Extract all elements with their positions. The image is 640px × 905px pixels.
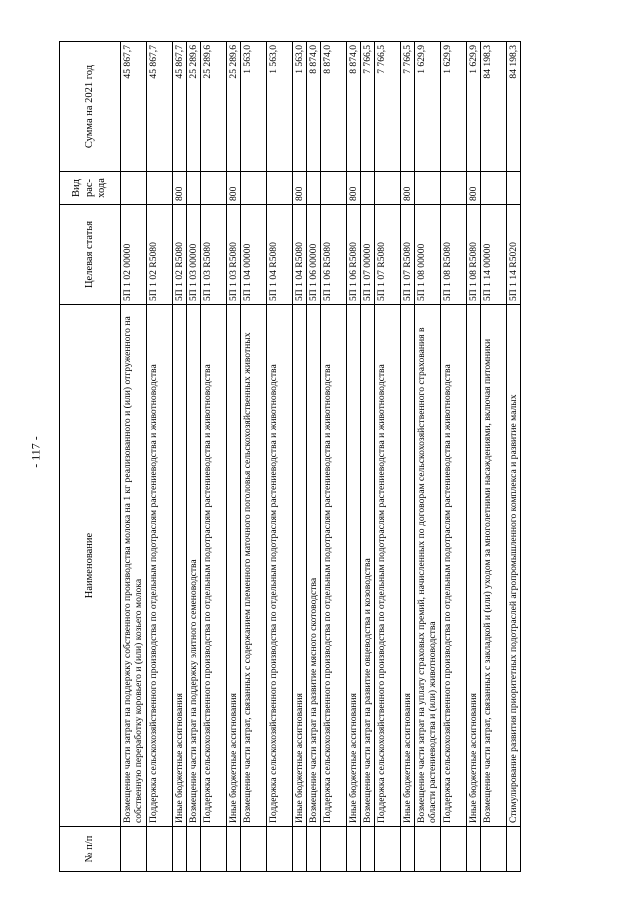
table-row	[187, 42, 201, 872]
cell-name: Иные бюджетные ассигнования	[401, 305, 415, 827]
cell-name: Возмещение части затрат на поддержку собственного производства молока на 1 кг реализованного и (или) отгруженного на собственную переработку коровьего и (или) козьего молока	[121, 305, 147, 827]
cell-sum: 1 629,9	[467, 42, 481, 172]
cell-name: Иные бюджетные ассигнования	[173, 305, 187, 827]
cell-name: Иные бюджетные ассигнования	[347, 305, 361, 827]
table-row	[227, 42, 241, 872]
header-name: Наименование	[60, 305, 121, 827]
cell-name: Поддержка сельскохозяйственного производства по отдельным подотраслям растениеводства и животноводства	[267, 305, 293, 827]
cell-sum: 84 198,3	[481, 42, 507, 172]
cell-type	[267, 172, 293, 205]
cell-code: 5П 1 03 R5080	[227, 205, 241, 305]
cell-code: 5П 1 08 R5080	[467, 205, 481, 305]
cell-code: 5П 1 07 R5080	[401, 205, 415, 305]
cell-code: 5П 1 14 R5020	[507, 205, 521, 305]
cell-num	[201, 827, 227, 872]
cell-name: Иные бюджетные ассигнования	[467, 305, 481, 827]
cell-sum: 25 289,6	[201, 42, 227, 172]
table-row	[401, 42, 415, 872]
cell-code: 5П 1 08 R5080	[441, 205, 467, 305]
cell-type	[241, 172, 267, 205]
table-row	[361, 42, 375, 872]
cell-code: 5П 1 06 R5080	[347, 205, 361, 305]
table-row	[121, 42, 147, 872]
cell-num	[321, 827, 347, 872]
cell-code: 5П 1 02 R5080	[173, 205, 187, 305]
cell-code: 5П 1 04 00000	[241, 205, 267, 305]
cell-type	[507, 172, 521, 205]
cell-code: 5П 1 02 00000	[121, 205, 147, 305]
cell-type: 800	[401, 172, 415, 205]
cell-num	[361, 827, 375, 872]
cell-code: 5П 1 04 R5080	[293, 205, 307, 305]
cell-name: Стимулирование развития приоритетных подотраслей агропромышленного комплекса и развитие малых	[507, 305, 521, 827]
cell-type	[187, 172, 201, 205]
table-row	[147, 42, 173, 872]
header-type: Вид рас-хода	[60, 172, 121, 205]
budget-table	[59, 41, 521, 872]
cell-sum: 7 766,5	[361, 42, 375, 172]
cell-name: Поддержка сельскохозяйственного производства по отдельным подотраслям растениеводства и животноводства	[201, 305, 227, 827]
cell-sum: 7 766,5	[375, 42, 401, 172]
cell-type: 800	[467, 172, 481, 205]
header-code: Целевая статья	[60, 205, 121, 305]
cell-name: Возмещение части затрат, связанных с закладкой и (или) уходом за многолетними насаждениями, включая питомники	[481, 305, 507, 827]
cell-num	[441, 827, 467, 872]
table-row	[307, 42, 321, 872]
table-row	[507, 42, 521, 872]
cell-name: Возмещение части затрат, связанных с содержанием племенного маточного поголовья сельскохозяйственных животных	[241, 305, 267, 827]
cell-type	[375, 172, 401, 205]
cell-num	[121, 827, 147, 872]
table-row	[467, 42, 481, 872]
cell-sum: 1 629,9	[441, 42, 467, 172]
cell-sum: 25 289,6	[187, 42, 201, 172]
cell-sum: 8 874,0	[307, 42, 321, 172]
table-header-row	[60, 42, 121, 872]
cell-num	[401, 827, 415, 872]
cell-sum: 25 289,6	[227, 42, 241, 172]
cell-name: Возмещение части затрат на развитие овцеводства и козоводства	[361, 305, 375, 827]
cell-sum: 1 629,9	[415, 42, 441, 172]
table-row	[267, 42, 293, 872]
table-row	[173, 42, 187, 872]
cell-code: 5П 1 07 R5080	[375, 205, 401, 305]
cell-num	[173, 827, 187, 872]
cell-num	[267, 827, 293, 872]
cell-name: Поддержка сельскохозяйственного производства по отдельным подотраслям растениеводства и животноводства	[321, 305, 347, 827]
cell-code: 5П 1 07 00000	[361, 205, 375, 305]
cell-num	[415, 827, 441, 872]
cell-code: 5П 1 08 00000	[415, 205, 441, 305]
cell-sum: 1 563,0	[241, 42, 267, 172]
table-row	[347, 42, 361, 872]
cell-num	[187, 827, 201, 872]
cell-type: 800	[173, 172, 187, 205]
table-row	[321, 42, 347, 872]
cell-num	[347, 827, 361, 872]
cell-sum: 8 874,0	[321, 42, 347, 172]
cell-type	[321, 172, 347, 205]
cell-type	[201, 172, 227, 205]
table-row	[293, 42, 307, 872]
cell-sum: 45 867,7	[147, 42, 173, 172]
cell-code: 5П 1 04 R5080	[267, 205, 293, 305]
cell-type	[307, 172, 321, 205]
cell-sum: 1 563,0	[293, 42, 307, 172]
cell-num	[227, 827, 241, 872]
cell-name: Возмещение части затрат на развитие мясного скотоводства	[307, 305, 321, 827]
cell-num	[507, 827, 521, 872]
cell-num	[147, 827, 173, 872]
cell-type: 800	[293, 172, 307, 205]
cell-num	[467, 827, 481, 872]
cell-num	[481, 827, 507, 872]
table-row	[241, 42, 267, 872]
cell-type	[481, 172, 507, 205]
cell-code: 5П 1 14 00000	[481, 205, 507, 305]
cell-code: 5П 1 03 00000	[187, 205, 201, 305]
cell-name: Иные бюджетные ассигнования	[293, 305, 307, 827]
cell-code: 5П 1 06 R5080	[321, 205, 347, 305]
table-row	[201, 42, 227, 872]
cell-code: 5П 1 02 R5080	[147, 205, 173, 305]
cell-type	[147, 172, 173, 205]
cell-num	[241, 827, 267, 872]
cell-num	[375, 827, 401, 872]
cell-sum: 45 867,7	[173, 42, 187, 172]
cell-sum: 1 563,0	[267, 42, 293, 172]
cell-num	[293, 827, 307, 872]
cell-type	[121, 172, 147, 205]
cell-sum: 45 867,7	[121, 42, 147, 172]
cell-name: Поддержка сельскохозяйственного производства по отдельным подотраслям растениеводства и животноводства	[147, 305, 173, 827]
cell-name: Возмещение части затрат на поддержку элитного семеноводства	[187, 305, 201, 827]
cell-type: 800	[227, 172, 241, 205]
cell-code: 5П 1 03 R5080	[201, 205, 227, 305]
header-num: № п/п	[60, 827, 121, 872]
rotated-table-container	[59, 42, 585, 872]
table-row	[481, 42, 507, 872]
cell-num	[307, 827, 321, 872]
cell-type	[441, 172, 467, 205]
table-row	[415, 42, 441, 872]
cell-type: 800	[347, 172, 361, 205]
cell-type	[361, 172, 375, 205]
table-row	[441, 42, 467, 872]
cell-sum: 7 766,5	[401, 42, 415, 172]
page-number: - 117 -	[28, 436, 43, 468]
header-sum: Сумма на 2021 год	[60, 42, 121, 172]
cell-code: 5П 1 06 00000	[307, 205, 321, 305]
cell-type	[415, 172, 441, 205]
cell-name: Иные бюджетные ассигнования	[227, 305, 241, 827]
table-row	[375, 42, 401, 872]
cell-sum: 8 874,0	[347, 42, 361, 172]
cell-name: Возмещение части затрат на уплату страховых премий, начисленных по договорам сельскохозяйственного страхования в области растениеводства и (или) животноводства	[415, 305, 441, 827]
cell-name: Поддержка сельскохозяйственного производства по отдельным подотраслям растениеводства и животноводства	[441, 305, 467, 827]
cell-sum: 84 198,3	[507, 42, 521, 172]
cell-name: Поддержка сельскохозяйственного производства по отдельным подотраслям растениеводства и животноводства	[375, 305, 401, 827]
table-body	[121, 42, 521, 872]
